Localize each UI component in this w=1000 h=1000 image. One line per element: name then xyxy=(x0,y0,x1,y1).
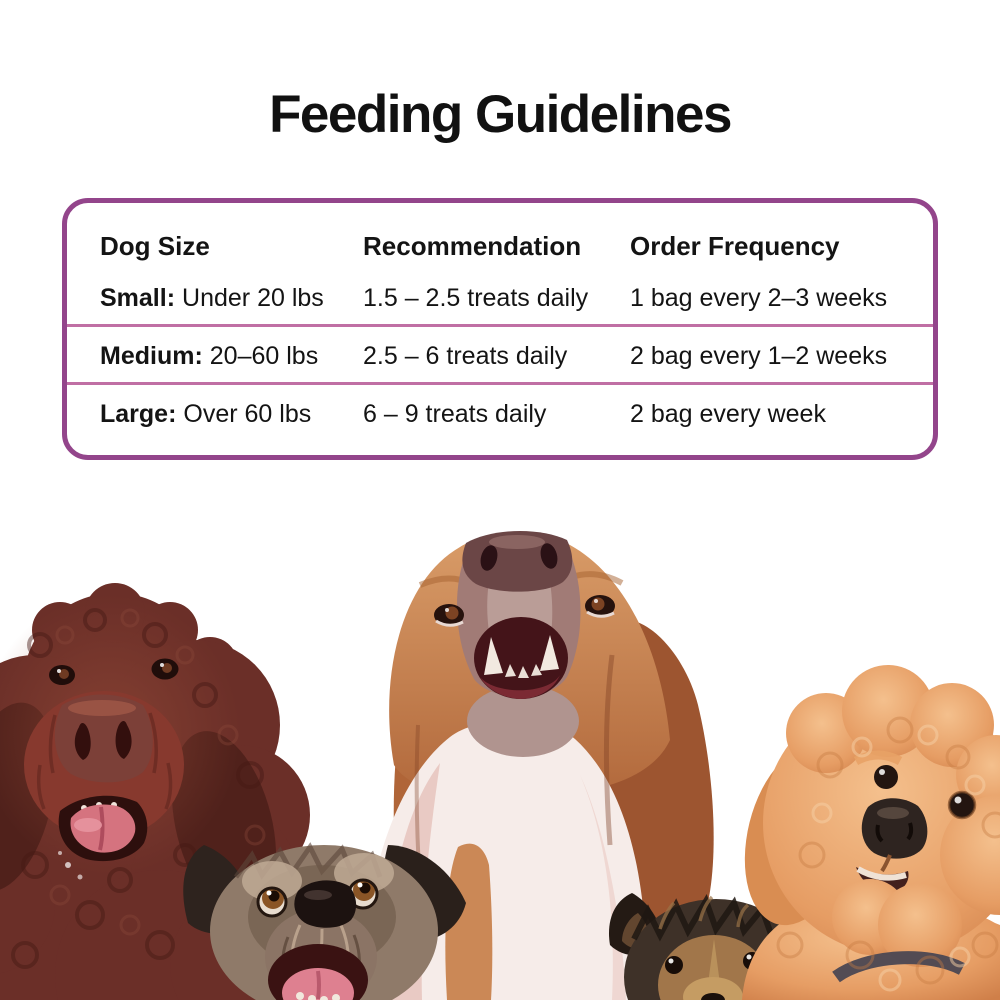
col-header-dog-size: Dog Size xyxy=(100,231,210,261)
row-divider xyxy=(67,382,933,385)
page-title: Feeding Guidelines xyxy=(269,85,731,144)
row-small-recommendation: 1.5 – 2.5 treats daily xyxy=(363,284,589,312)
row-small-value: Under 20 lbs xyxy=(182,284,324,312)
hound-right-eye xyxy=(585,595,615,617)
row-large-frequency: 2 bag every week xyxy=(630,400,826,428)
row-divider xyxy=(67,324,933,327)
row-large-value: Over 60 lbs xyxy=(183,400,312,428)
col-header-order-frequency: Order Frequency xyxy=(630,231,840,261)
row-large-label: Large: xyxy=(100,400,177,428)
dogs-photo xyxy=(0,525,1000,1000)
row-large-size xyxy=(100,400,311,429)
row-medium-value: 20–60 lbs xyxy=(209,342,319,370)
row-medium-frequency: 2 bag every 1–2 weeks xyxy=(630,342,888,370)
row-small-label: Small: xyxy=(100,284,176,312)
row-large-recommendation: 6 – 9 treats daily xyxy=(363,400,547,428)
row-small-size xyxy=(100,284,324,313)
hound-left-eye xyxy=(434,604,464,626)
row-medium-label: Medium: xyxy=(100,342,203,370)
dog-apricot-poodle xyxy=(727,665,1000,1000)
row-small-frequency: 1 bag every 2–3 weeks xyxy=(630,284,888,312)
col-header-recommendation: Recommendation xyxy=(363,231,582,261)
row-medium-recommendation: 2.5 – 6 treats daily xyxy=(363,342,568,370)
terrier-left-eye xyxy=(258,887,286,916)
row-medium-size xyxy=(100,342,318,371)
feeding-table-card xyxy=(62,198,938,460)
